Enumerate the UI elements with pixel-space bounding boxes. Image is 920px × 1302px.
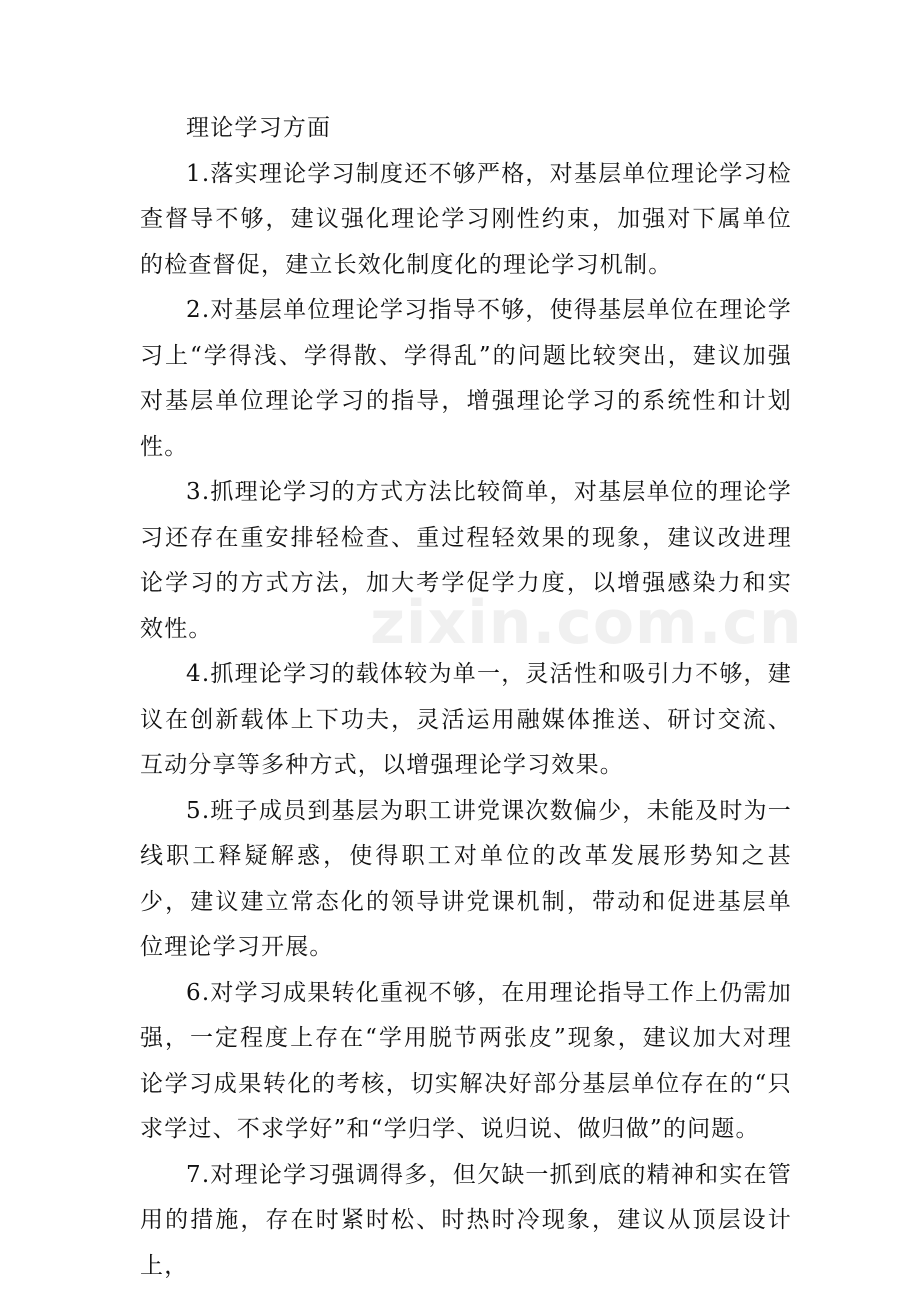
document-body <box>140 106 792 1289</box>
paragraph-2: 2.对基层单位理论学习指导不够，使得基层单位在理论学习上“学得浅、学得散、学得乱”的问题比较突出，建议加强对基层单位理论学习的指导，增强理论学习的系统性和计划性。 <box>140 297 792 460</box>
paragraph-5: 5.班子成员到基层为职工讲党课次数偏少，未能及时为一线职工释疑解惑，使得职工对单位的改革发展形势知之甚少，建议建立常态化的领导讲党课机制，带动和促进基层单位理论学习开展。 <box>140 797 792 960</box>
paragraph-3: 3.抓理论学习的方式方法比较简单，对基层单位的理论学习还存在重安排轻检查、重过程轻效果的现象，建议改进理论学习的方式方法，加大考学促学力度，以增强感染力和实效性。 <box>140 479 792 642</box>
paragraph-4: 4.抓理论学习的载体较为单一，灵活性和吸引力不够，建议在创新载体上下功夫，灵活运用融媒体推送、研讨交流、互动分享等多种方式，以增强理论学习效果。 <box>140 661 792 778</box>
paragraph-7: 7.对理论学习强调得多，但欠缺一抓到底的精神和实在管用的措施，存在时紧时松、时热时冷现象，建议从顶层设计上， <box>140 1161 792 1279</box>
paragraph-1: 1.落实理论学习制度还不够严格，对基层单位理论学习检查督导不够，建议强化理论学习刚性约束，加强对下属单位的检查督促，建立长效化制度化的理论学习机制。 <box>140 160 792 278</box>
section-heading: 理论学习方面 <box>186 115 332 141</box>
watermark: zixin.com.cn <box>370 588 803 658</box>
paragraph-6: 6.对学习成果转化重视不够，在用理论指导工作上仍需加强，一定程度上存在“学用脱节两张皮”现象，建议加大对理论学习成果转化的考核，切实解决好部分基层单位存在的“只求学过、不求学好”和“学归学、说归说、做归做”的问题。 <box>140 979 792 1142</box>
